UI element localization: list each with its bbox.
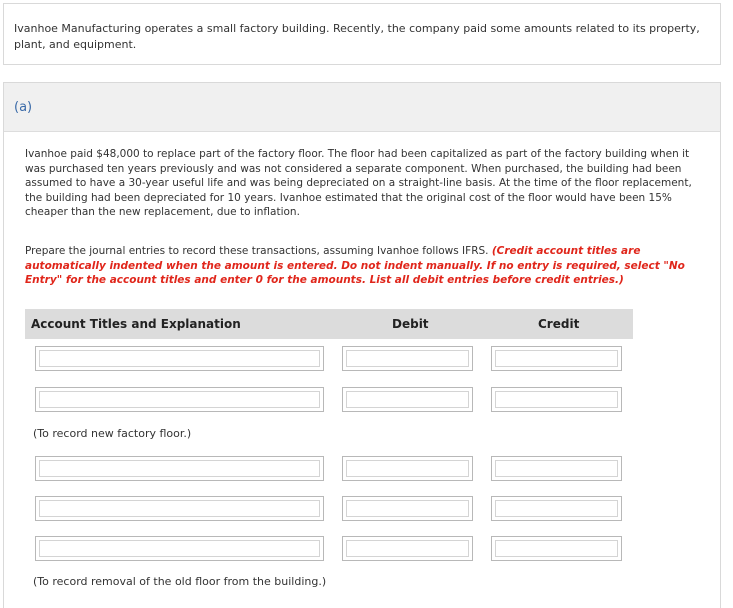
account-title-input[interactable]	[35, 536, 324, 561]
intro-text: Ivanhoe Manufacturing operates a small factory building. Recently, the company paid some amounts related to its property, plant, and equipment.	[14, 22, 700, 51]
credit-amount-input[interactable]	[491, 536, 622, 561]
credit-column-header: Credit	[538, 317, 580, 331]
instructions	[25, 244, 715, 288]
entry-memo: (To record removal of the old floor from the building.)	[33, 575, 327, 588]
account-title-input[interactable]	[35, 456, 324, 481]
account-column-header: Account Titles and Explanation	[31, 317, 241, 331]
credit-amount-input[interactable]	[491, 456, 622, 481]
entry-memo: (To record new factory floor.)	[33, 427, 192, 440]
part-header	[4, 83, 720, 132]
instruction-warning: (Credit account titles are automatically indented when the amount is entered. Do not indent manually. If no entry is required, select "No Entry" for the account titles and enter 0 for the amounts. List all debit entries before credit entries.)	[25, 245, 685, 286]
debit-amount-input[interactable]	[342, 387, 473, 412]
problem-text: Ivanhoe paid $48,000 to replace part of the factory floor. The floor had been capitalized as part of the factory building when it was purchased ten years previously and was not considered a separate component. When purchased, the building had been assumed to have a 30-year useful life and was being depreciated on a straight-line basis. At the time of the floor replacement, the building had been depreciated for 10 years. Ivanhoe estimated that the original cost of the floor would have been 15% cheaper than the new replacement, due to inflation.	[25, 148, 692, 218]
part-label: (a)	[14, 100, 33, 115]
account-title-input[interactable]	[35, 387, 324, 412]
credit-amount-input[interactable]	[491, 496, 622, 521]
credit-amount-input[interactable]	[491, 387, 622, 412]
account-title-input[interactable]	[35, 346, 324, 371]
debit-amount-input[interactable]	[342, 346, 473, 371]
intro-panel	[3, 3, 721, 65]
debit-amount-input[interactable]	[342, 496, 473, 521]
debit-amount-input[interactable]	[342, 456, 473, 481]
debit-amount-input[interactable]	[342, 536, 473, 561]
credit-amount-input[interactable]	[491, 346, 622, 371]
part-a-panel	[3, 82, 721, 608]
instruction-text: Prepare the journal entries to record these transactions, assuming Ivanhoe follows IFRS.	[25, 245, 492, 257]
account-title-input[interactable]	[35, 496, 324, 521]
debit-column-header: Debit	[392, 317, 429, 331]
journal-table-header	[25, 309, 633, 339]
